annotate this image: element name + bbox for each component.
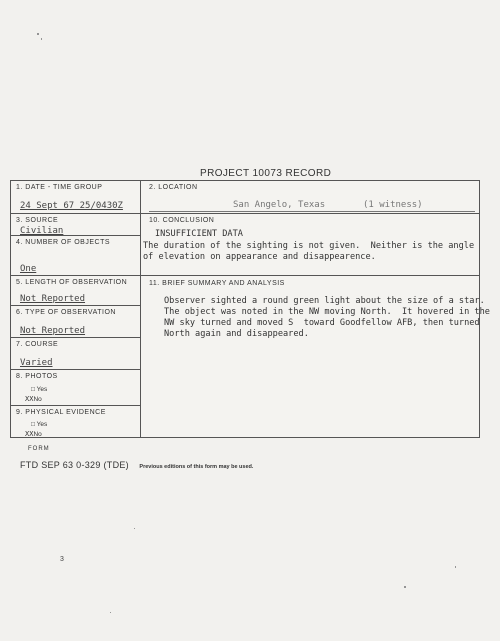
course-label: 7. COURSE: [16, 341, 59, 348]
photos-label: 8. PHOTOS: [16, 373, 58, 380]
footer-line: [20, 455, 253, 473]
source-label: 3. SOURCE: [16, 217, 59, 224]
physical-evidence-cell: [11, 406, 141, 439]
location-underline: [149, 211, 475, 212]
physical-evidence-no-mark: XX: [25, 430, 34, 438]
physical-evidence-no-option: [25, 430, 42, 438]
summary-line-2: The object was noted in the NW moving North. It hovered in the: [164, 307, 490, 317]
footer-note: Previous editions of this form may be used.: [139, 464, 254, 470]
summary-line-3: NW sky turned and moved S toward Goodfellow AFB, then turned: [164, 318, 480, 328]
number-of-objects-label: 4. NUMBER OF OBJECTS: [16, 239, 111, 246]
summary-cell: [141, 276, 490, 439]
summary-line-1: Observer sighted a round green light about the size of a star.: [164, 296, 485, 306]
source-cell: [11, 214, 141, 236]
physical-evidence-yes-option: □ Yes: [31, 421, 48, 428]
length-of-observation-value: Not Reported: [20, 294, 86, 304]
record-form: [10, 180, 490, 438]
scan-speck: [37, 33, 39, 35]
course-value: Varied: [20, 358, 53, 368]
photos-yes-option: □ Yes: [31, 386, 48, 393]
course-cell: [11, 338, 141, 370]
summary-line-4: North again and disappeared.: [164, 329, 309, 339]
type-of-observation-label: 6. TYPE OF OBSERVATION: [16, 309, 116, 316]
date-time-value: 24 Sept 67 25/0430Z: [20, 201, 123, 211]
footer-form-word: FORM: [28, 446, 50, 452]
number-of-objects-cell: [11, 236, 141, 276]
scan-speck: [134, 528, 135, 529]
footer-form-code: FTD SEP 63 0-329 (TDE): [20, 460, 129, 470]
photos-no-mark: XX: [25, 395, 34, 403]
date-time-label: 1. DATE - TIME GROUP: [16, 184, 103, 191]
photos-no-option: [25, 395, 42, 403]
conclusion-line-2: of elevation on appearance and disappearence.: [143, 252, 376, 262]
photos-no-label: No: [33, 396, 42, 403]
type-of-observation-value: Not Reported: [20, 326, 86, 336]
conclusion-line-1: The duration of the sighting is not given. Neither is the angle: [143, 241, 475, 251]
summary-label: 11. BRIEF SUMMARY AND ANALYSIS: [149, 280, 285, 287]
page-title: PROJECT 10073 RECORD: [200, 168, 332, 179]
physical-evidence-yes-label: Yes: [36, 421, 48, 428]
left-column: [11, 181, 141, 437]
type-of-observation-cell: [11, 306, 141, 338]
conclusion-heading: INSUFFICIENT DATA: [155, 229, 243, 239]
photos-cell: [11, 370, 141, 406]
location-cell: [141, 181, 479, 214]
number-of-objects-value: One: [20, 264, 37, 274]
physical-evidence-no-label: No: [33, 431, 42, 438]
page-number: 3: [60, 556, 64, 563]
scan-speck: [41, 38, 42, 40]
length-of-observation-cell: [11, 276, 141, 306]
source-value: Civilian: [20, 226, 64, 236]
scan-speck: [404, 586, 406, 588]
conclusion-label: 10. CONCLUSION: [149, 217, 215, 224]
physical-evidence-label: 9. PHYSICAL EVIDENCE: [16, 409, 106, 416]
scan-speck: [110, 612, 111, 613]
location-label: 2. LOCATION: [149, 184, 198, 191]
scan-speck: [455, 566, 456, 568]
length-of-observation-label: 5. LENGTH OF OBSERVATION: [16, 279, 128, 286]
location-value: San Angelo, Texas: [233, 200, 326, 210]
photos-yes-label: Yes: [36, 386, 48, 393]
date-time-cell: [11, 181, 141, 214]
conclusion-cell: [141, 214, 479, 276]
location-witness: (1 witness): [363, 200, 423, 210]
